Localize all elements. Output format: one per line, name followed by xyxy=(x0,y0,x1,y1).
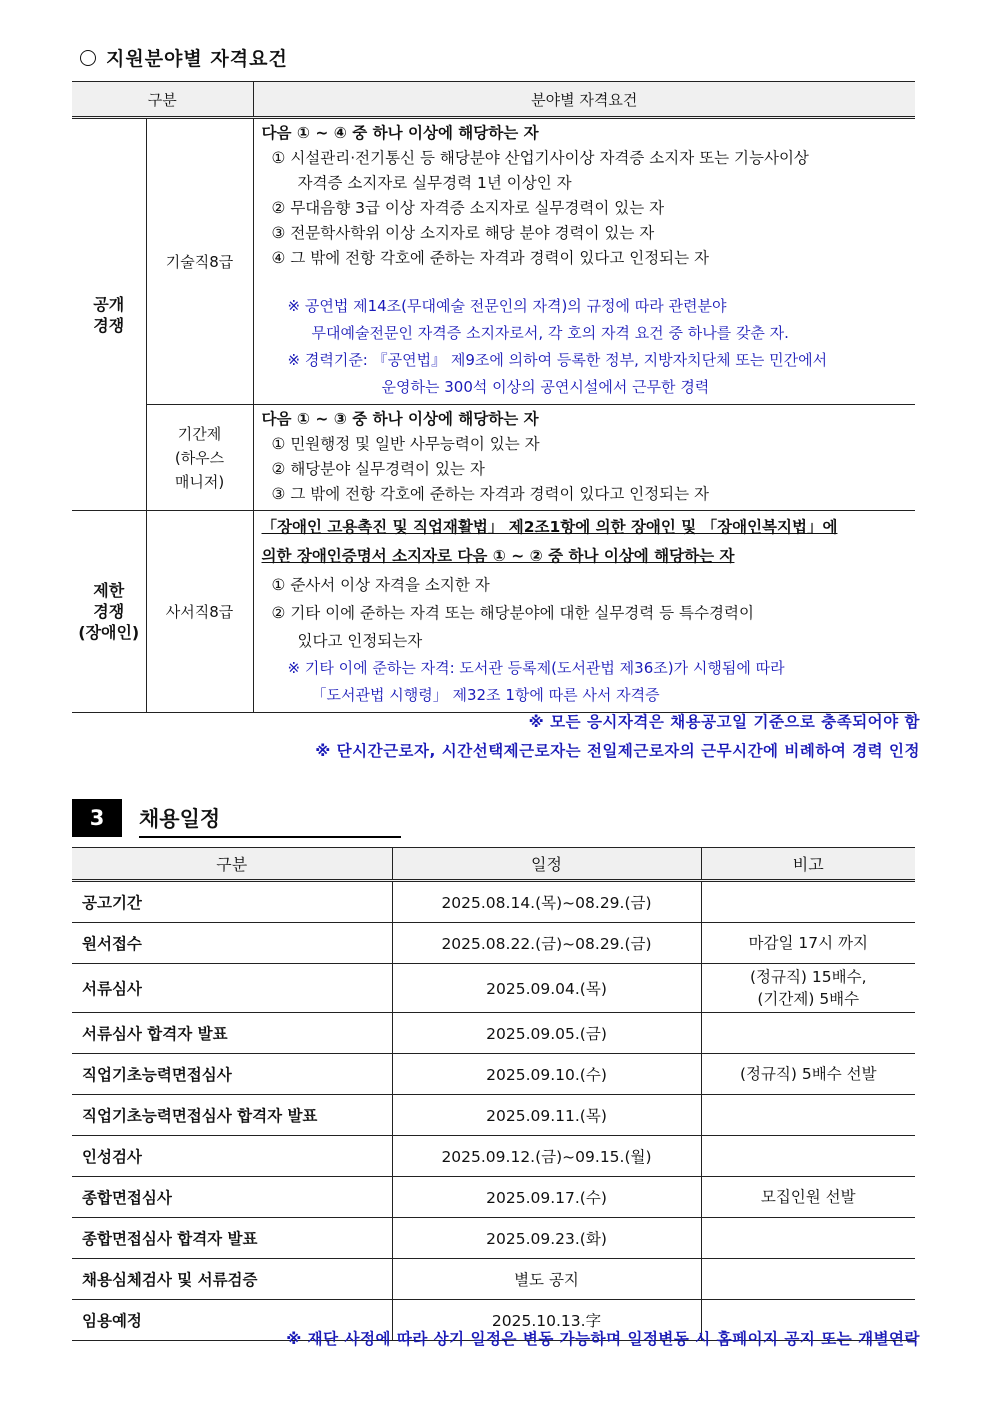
section-heading-schedule xyxy=(72,799,402,837)
schedule-remark xyxy=(701,964,915,1013)
group-label-line: (장애인) xyxy=(78,623,140,642)
schedule-remark xyxy=(701,1177,915,1218)
group-open-competition xyxy=(72,118,146,511)
schedule-remark xyxy=(701,881,915,923)
row-tech xyxy=(72,118,915,405)
circle-bullet-icon xyxy=(80,50,96,66)
table-row xyxy=(72,1136,915,1177)
temp-item-1: ① 민원행정 및 일반 사무능력이 있는 자 xyxy=(271,435,540,453)
section-number-badge: 3 xyxy=(72,799,122,837)
schedule-table xyxy=(72,847,915,1341)
table-row xyxy=(72,923,915,964)
tech-item-2: ② 무대음향 3급 이상 자격증 소지자로 실무경력이 있는 자 xyxy=(271,199,665,217)
header-category: 구분 xyxy=(72,82,253,118)
header-requirement: 분야별 자격요건 xyxy=(253,82,915,118)
requirements-header-row xyxy=(72,82,915,118)
schedule-date: 2025.09.11.(목) xyxy=(392,1095,701,1136)
position-label-line: 매니저) xyxy=(174,472,225,491)
header-schedule: 일정 xyxy=(392,848,701,881)
temp-requirements xyxy=(253,405,915,511)
tech-note-1-cont: 무대예술전문인 자격증 소지자로서, 각 호의 자격 요건 중 하나를 갖춘 자. xyxy=(311,324,789,342)
group-label-line: 경쟁 xyxy=(93,315,125,335)
schedule-category: 종합면접심사 xyxy=(72,1177,392,1218)
section-title-text: 지원분야별 자격요건 xyxy=(106,48,288,70)
row-lib xyxy=(72,511,915,713)
group-label-line: 공개 xyxy=(93,294,125,314)
schedule-date: 별도 공지 xyxy=(392,1259,701,1300)
schedule-date: 2025.09.12.(금)~09.15.(월) xyxy=(392,1136,701,1177)
position-temp xyxy=(146,405,253,511)
schedule-category: 서류심사 합격자 발표 xyxy=(72,1013,392,1054)
schedule-category: 공고기간 xyxy=(72,881,392,923)
tech-head: 다음 ① ~ ④ 중 하나 이상에 해당하는 자 xyxy=(261,124,539,142)
tech-note-1: ※ 공연법 제14조(무대예술 전문인의 자격)의 규정에 따라 관련분야 xyxy=(287,297,727,315)
schedule-category: 종합면접심사 합격자 발표 xyxy=(72,1218,392,1259)
table-row xyxy=(72,1218,915,1259)
remark-line: 모집인원 선발 xyxy=(760,1188,856,1206)
schedule-category: 원서접수 xyxy=(72,923,392,964)
requirements-table xyxy=(72,81,915,713)
remark-line: 마감일 17시 까지 xyxy=(748,934,868,952)
schedule-category: 서류심사 xyxy=(72,964,392,1013)
section-title-requirements xyxy=(80,44,288,71)
lib-item-2: ② 기타 이에 준하는 자격 또는 해당분야에 대한 실무경력 등 특수경력이 xyxy=(271,604,754,622)
schedule-remark xyxy=(701,1259,915,1300)
group-label-line: 경쟁 xyxy=(93,602,125,621)
tech-requirements xyxy=(253,118,915,405)
group-label-line: 제한 xyxy=(93,581,125,600)
schedule-remark xyxy=(701,1218,915,1259)
table-row xyxy=(72,1013,915,1054)
header-category: 구분 xyxy=(72,848,392,881)
position-lib: 사서직8급 xyxy=(146,511,253,713)
section-heading-text: 채용일정 xyxy=(139,803,401,838)
tech-item-3: ③ 전문학사학위 이상 소지자로 해당 분야 경력이 있는 자 xyxy=(271,224,655,242)
table-row xyxy=(72,1259,915,1300)
schedule-category: 임용예정 xyxy=(72,1300,392,1341)
tech-item-4: ④ 그 밖에 전항 각호에 준하는 자격과 경력이 있다고 인정되는 자 xyxy=(271,249,710,267)
schedule-remark xyxy=(701,1054,915,1095)
table-row xyxy=(72,964,915,1013)
row-temp xyxy=(72,405,915,511)
temp-head: 다음 ① ~ ③ 중 하나 이상에 해당하는 자 xyxy=(261,410,539,428)
footnote-schedule-change: ※ 재단 사정에 따라 상기 일정은 변동 가능하며 일정변동 시 홈페이지 공지 또는 개별연락 xyxy=(286,1330,920,1348)
schedule-category: 채용심체검사 및 서류검증 xyxy=(72,1259,392,1300)
temp-item-3: ③ 그 밖에 전항 각호에 준하는 자격과 경력이 있다고 인정되는 자 xyxy=(271,485,710,503)
remark-line: (정규직) 15배수, xyxy=(749,968,867,986)
schedule-remark xyxy=(701,1013,915,1054)
schedule-category: 직업기초능력면접심사 합격자 발표 xyxy=(72,1095,392,1136)
schedule-remark xyxy=(701,923,915,964)
lib-item-1: ① 준사서 이상 자격을 소지한 자 xyxy=(271,576,490,594)
remark-line: (정규직) 5배수 선발 xyxy=(739,1065,877,1083)
lib-head-cont: 의한 장애인증명서 소지자로 다음 ① ~ ② 중 하나 이상에 해당하는 자 xyxy=(261,547,735,565)
schedule-date: 2025.09.04.(목) xyxy=(392,964,701,1013)
tech-item-1-cont: 자격증 소지자로 실무경력 1년 이상인 자 xyxy=(297,174,572,192)
schedule-date: 2025.09.05.(금) xyxy=(392,1013,701,1054)
schedule-category: 인성검사 xyxy=(72,1136,392,1177)
tech-note-2: ※ 경력기준: 『공연법』 제9조에 의하여 등록한 정부, 지방자치단체 또는 민간에서 xyxy=(287,351,828,369)
schedule-category: 직업기초능력면접심사 xyxy=(72,1054,392,1095)
temp-item-2: ② 해당분야 실무경력이 있는 자 xyxy=(271,460,485,478)
schedule-date: 2025.08.22.(금)~08.29.(금) xyxy=(392,923,701,964)
schedule-date: 2025.08.14.(목)~08.29.(금) xyxy=(392,881,701,923)
position-label-line: (하우스 xyxy=(174,448,225,467)
remark-line: (기간제) 5배수 xyxy=(757,990,860,1008)
footnote-career: ※ 단시간근로자, 시간선택제근로자는 전일제근로자의 근무시간에 비례하여 경력 인정 xyxy=(315,742,920,760)
schedule-date: 2025.09.23.(화) xyxy=(392,1218,701,1259)
lib-requirements xyxy=(253,511,915,713)
table-row xyxy=(72,1177,915,1218)
tech-item-1: ① 시설관리·전기통신 등 해당분야 산업기사이상 자격증 소지자 또는 기능사이상 xyxy=(271,149,809,167)
schedule-remark xyxy=(701,1095,915,1136)
footnote-eligibility: ※ 모든 응시자격은 채용공고일 기준으로 충족되어야 함 xyxy=(528,713,920,731)
lib-note-cont: 「도서관법 시행령」 제32조 1항에 따른 사서 자격증 xyxy=(311,686,660,704)
table-row xyxy=(72,1054,915,1095)
table-row xyxy=(72,1095,915,1136)
lib-item-2-cont: 있다고 인정되는자 xyxy=(297,632,423,650)
table-row xyxy=(72,881,915,923)
position-label-line: 기간제 xyxy=(177,424,222,443)
lib-head: 「장애인 고용촉진 및 직업재활법」 제2조1항에 의한 장애인 및 「장애인복지법」에 xyxy=(261,518,838,536)
schedule-date: 2025.10.13.字 xyxy=(392,1300,701,1341)
schedule-header-row xyxy=(72,848,915,881)
group-limited-competition xyxy=(72,511,146,713)
header-remarks: 비고 xyxy=(701,848,915,881)
tech-note-2-cont: 운영하는 300석 이상의 공연시설에서 근무한 경력 xyxy=(381,378,710,396)
schedule-date: 2025.09.17.(수) xyxy=(392,1177,701,1218)
lib-note: ※ 기타 이에 준하는 자격: 도서관 등록제(도서관법 제36조)가 시행됨에 따라 xyxy=(287,659,785,677)
schedule-date: 2025.09.10.(수) xyxy=(392,1054,701,1095)
position-tech: 기술직8급 xyxy=(146,118,253,405)
schedule-remark xyxy=(701,1136,915,1177)
